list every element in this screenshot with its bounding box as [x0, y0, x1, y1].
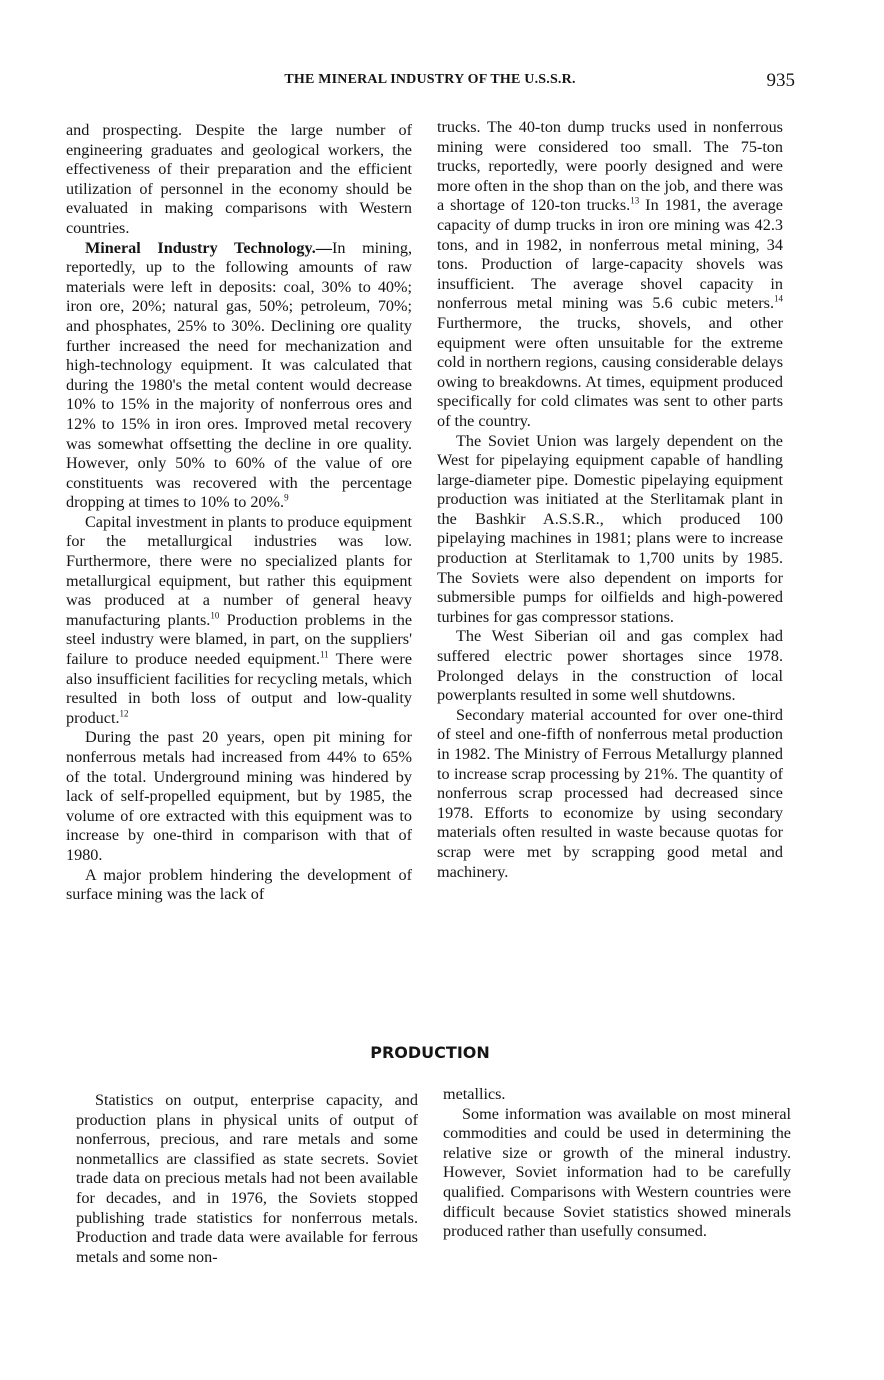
paragraph-open-pit: During the past 20 years, open pit mining for nonferrous metals had increased from 44% to 65% of the total. Underground mining was hindered by lack of self-propelled equipment, but by 1985, the volume of ore extracted with this equipment was to increase by one-third in comparison with that of 1980.	[66, 728, 412, 864]
paragraph-west-siberian: The West Siberian oil and gas complex had suffered electric power shortages since 1978. Prolonged delays in the construction of local powerplants resulted in some well shutdowns.	[437, 627, 783, 705]
paragraph-capital-investment	[66, 513, 412, 729]
paragraph-text: trucks. The 40-ton dump trucks used in nonferrous mining were considered too small. The 75-ton trucks, reportedly, were poorly designed and were more often in the shop than on the job, and there was a shortage of 120-ton trucks.	[437, 118, 783, 215]
paragraph-text: In 1981, the average capacity of dump trucks in iron ore mining was 42.3 tons, and in 1982, in nonferrous metal mining, 34 tons. Production of large-capacity shovels was insufficient. The average shovel capacity in nonferrous metal mining was 5.6 cubic meters.	[437, 196, 783, 313]
production-left-column	[76, 1091, 418, 1267]
paragraph-secondary-material: Secondary material accounted for over one-third of steel and one-fifth of nonferrous metal production in 1982. The Ministry of Ferrous Metallurgy planned to increase scrap processing by 21%. The quantity of nonferrous scrap processed had decreased since 1978. Efforts to economize by using secondary materials often resulted in waste because quotas for scrap were met by scrapping good metal and machinery.	[437, 705, 783, 881]
section-heading-production: PRODUCTION	[370, 1043, 490, 1062]
paragraph-surface-mining: A major problem hindering the development of surface mining was the lack of	[66, 865, 412, 904]
page-number: 935	[766, 70, 795, 91]
footnote-marker: 10	[210, 610, 220, 621]
running-header: THE MINERAL INDUSTRY OF THE U.S.S.R.	[284, 72, 576, 87]
footnote-marker: 11	[320, 649, 329, 660]
production-right-column	[443, 1085, 791, 1242]
paragraph-prospecting: and prospecting. Despite the large number of engineering graduates and geological workers, the effectiveness of their preparation and the efficient utilization of personnel in the economy should be evaluated in making comparisons with Western countries.	[66, 121, 412, 237]
paragraph-pipelaying: The Soviet Union was largely dependent on the West for pipelaying equipment capable of handling large-diameter pipe. Domestic pipelaying equipment production was initiated at the Sterlitamak plant in the Bashkir A.S.S.R., which produced 100 pipelaying machines in 1981; plans were to increase production at Sterlitamak to 1,700 units by 1985. The Soviets were also dependent on imports for submersible pumps for oilfields and high-powered turbines for gas compressor stations.	[437, 431, 783, 626]
footnote-marker: 14	[774, 293, 783, 304]
paragraph-information: Some information was available on most mineral commodities and could be used in determining the relative size or growth of the mineral industry. However, Soviet information had to be carefully qualified. Comparisons with Western countries were difficult because Soviet statistics showed minerals produced rather than usefully consumed.	[443, 1104, 791, 1241]
paragraph-trucks	[437, 118, 783, 432]
paragraph-text: There were also insufficient facilities for recycling metals, which resulted in both loss of output and low-quality product.	[66, 650, 412, 727]
paragraph-text: Furthermore, the trucks, shovels, and other equipment were often unsuitable for the extreme cold in northern regions, causing considerable delays owing to breakdowns. At times, equipment produced specifically for cold climates was sent to other parts of the country.	[437, 313, 783, 430]
footnote-marker: 13	[630, 195, 640, 206]
runin-heading: Mineral Industry Technology.—	[85, 238, 332, 257]
paragraph-text: In mining, reportedly, up to the following amounts of raw materials were left in deposits: coal, 30% to 40%; iron ore, 20%; natural gas, 50%; petroleum, 70%; and phosphates, 25% to 30%. Declining ore quality further increased the need for mechanization and high-technology equipment. It was calculated that during the 1980's the metal content would decrease 10% to 15% in the majority of nonferrous ores and 12% to 15% in iron ores. Improved metal recovery was somewhat offsetting the decline in ore quality. However, only 50% to 60% of the value of ore constituents was recovered with the percentage dropping at times to 10% to 20%.	[66, 238, 412, 512]
paragraph-metallics: metallics.	[443, 1085, 506, 1103]
paragraph-mineral-technology	[66, 239, 412, 513]
paragraph-statistics: Statistics on output, enterprise capacity, and production plans in physical units of output of nonferrous, precious, and rare metals and some nonmetallics are classified as state secrets. Soviet trade data on precious metals had not been available for decades, and in 1976, the Soviets stopped publishing trade statistics for nonferrous metals. Production and trade data were available for ferrous metals and some non-	[76, 1091, 418, 1266]
upper-right-column	[437, 118, 783, 882]
footnote-marker: 9	[284, 492, 289, 503]
upper-left-column	[66, 121, 412, 905]
footnote-marker: 12	[119, 708, 129, 719]
paragraph-text: Capital investment in plants to produce equipment for the metallurgical industries was low. Furthermore, there were no specialized plants for metallurgical equipment, but rather this equipment was produced at a number of general heavy manufacturing plants.	[66, 512, 412, 629]
paragraph-text: Production problems in the steel industry were blamed, in part, on the suppliers' failure to produce needed equipment.	[66, 610, 413, 669]
